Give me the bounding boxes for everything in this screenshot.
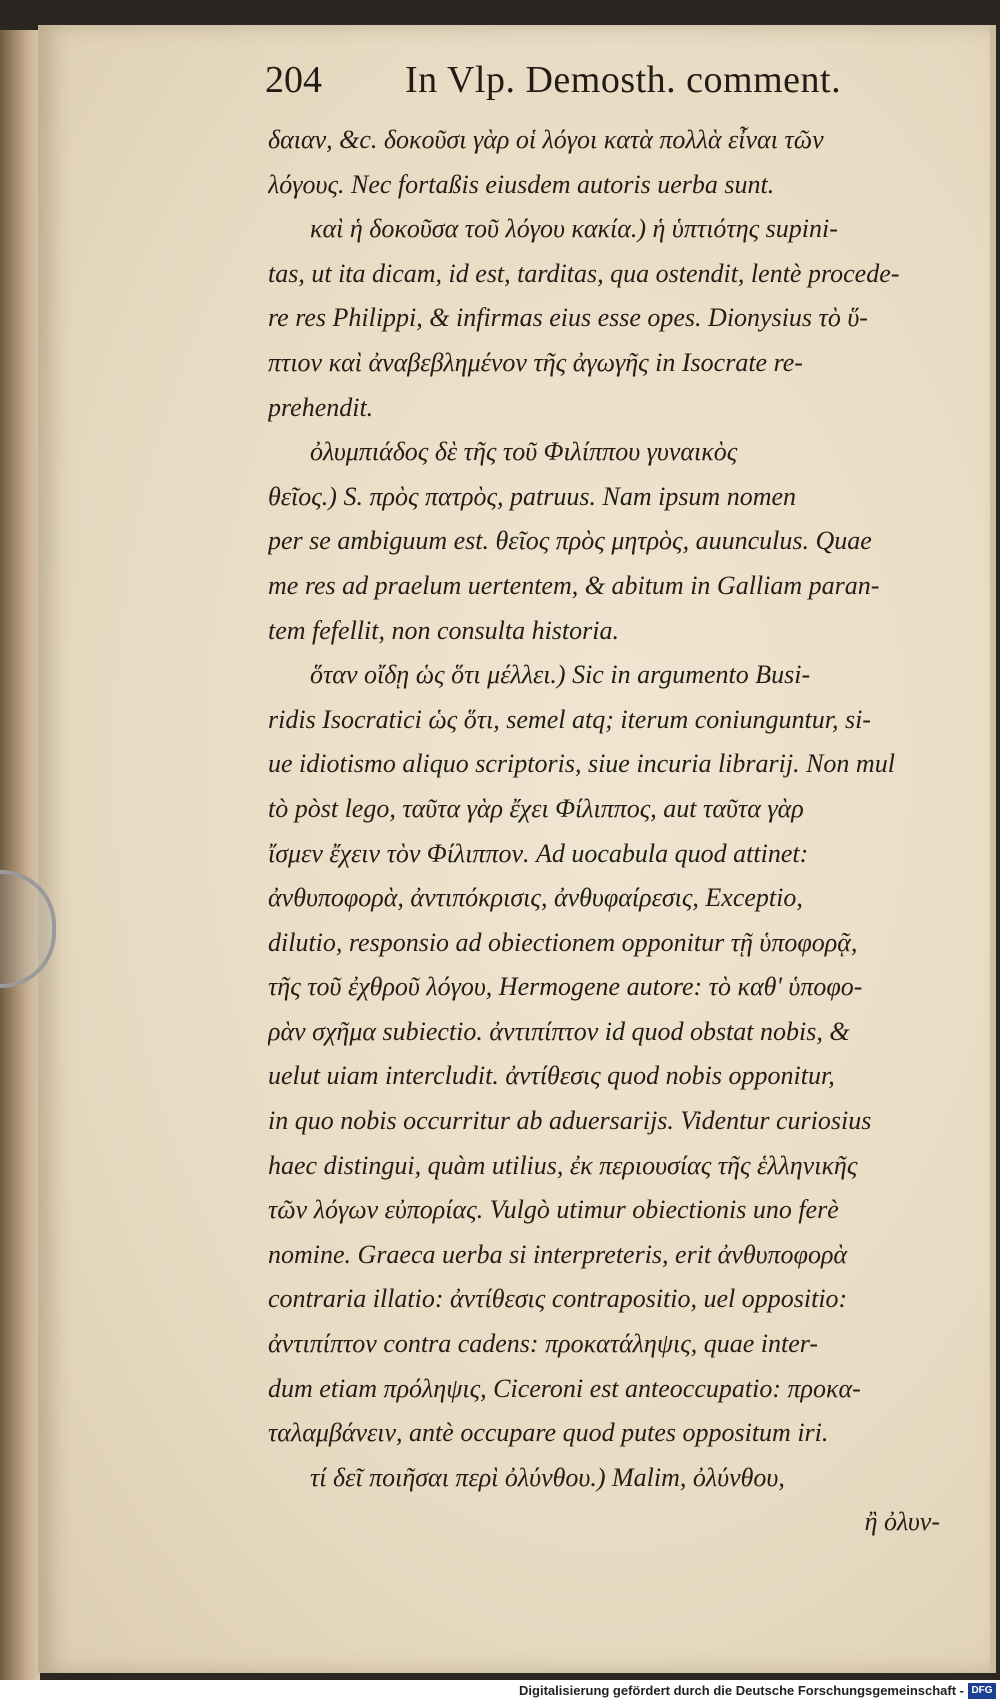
text-line: ἴσμεν ἔχειν τὸν Φίλιππον. Ad uocabula quod attinet: [268,838,809,868]
text-line: καὶ ἡ δοκοῦσα τοῦ λόγου κακία.) ἡ ὑπτιότης supini- [310,214,838,244]
text-line: dilutio, responsio ad obiectionem opponitur τῇ ὑποφορᾷ, [268,927,858,957]
text-line: tò pòst lego, ταῦτα γὰρ ἔχει Φίλιππος, aut ταῦτα γὰρ [268,793,804,823]
text-line: dum etiam πρόληψις, Ciceroni est anteoccupatio: προκα- [268,1373,861,1403]
text-line: θεῖος.) S. πρὸς πατρὸς, patruus. Nam ipsum nomen [268,481,797,511]
text-line: me res ad praelum uertentem, & abitum in Galliam paran- [268,570,880,600]
text-line: haec distingui, quàm utilius, ἐκ περιουσίας τῆς ἑλληνικῆς [268,1150,858,1180]
catchword: ἢ ὀλυν- [864,1507,940,1537]
text-line: λόγους. Nec fortaßis eiusdem autoris uerba sunt. [268,169,775,199]
text-line: δαιαν, &c. δοκοῦσι γὰρ οἱ λόγοι κατὰ πολλὰ εἶναι τῶν [268,125,824,154]
running-title: In Vlp. Demosth. comment. [405,59,842,101]
text-line: ρὰν σχῆμα subiectio. ἀντιπίπτον id quod obstat nobis, & [268,1016,850,1046]
page-number: 204 [265,59,322,101]
text-line: τῆς τοῦ ἐχθροῦ λόγου, Hermogene autore: τὸ καθ' ὑποφο- [268,972,863,1002]
text-line: πτιον καὶ ἀναβεβλημένον τῆς ἀγωγῆς in Isocrate re- [268,347,803,377]
text-line: τῶν λόγων εὐπορίας. Vulgò utimur obiectionis uno ferè [268,1195,839,1225]
dfg-logo-badge: DFG [968,1683,996,1699]
text-line: in quo nobis occurritur ab aduersarijs. Videntur curiosius [268,1106,872,1136]
text-line: ridis Isocratici ὡς ὅτι, semel atq; iterum coniunguntur, si- [268,704,871,734]
text-line: ue idiotismo aliquo scriptoris, siue incuria librarij. Non mul [268,749,895,779]
digitization-footer [0,1680,1000,1703]
footer-credit: Digitalisierung gefördert durch die Deutsche Forschungsgemeinschaft - [519,1683,964,1698]
text-line: nomine. Graeca uerba si interpreteris, erit ἀνθυποφορὰ [268,1239,848,1269]
text-line: tas, ut ita dicam, id est, tarditas, qua ostendit, lentè procede- [268,258,900,288]
text-line: ταλαμβάνειν, antè occupare quod putes oppositum iri. [268,1418,829,1448]
text-line: ὅταν οἴδῃ ὡς ὅτι μέλλει.) Sic in argumento Busi- [310,660,811,690]
text-line: uelut uiam intercludit. ἀντίθεσις quod nobis opponitur, [268,1061,835,1091]
text-line: ὀλυμπιάδος δὲ τῆς τοῦ Φιλίππου γυναικὸς [310,437,738,467]
body-text [268,118,948,1545]
text-line: contraria illatio: ἀντίθεσις contrapositio, uel oppositio: [268,1284,848,1314]
text-line: re res Philippi, & infirmas eius esse opes. Dionysius τὸ ὕ- [268,303,868,333]
text-line: ἀνθυποφορὰ, ἀντιπόκρισις, ἀνθυφαίρεσις, Exceptio, [268,883,803,913]
text-line: τί δεῖ ποιῆσαι περὶ ὀλύνθου.) Malim, ὀλύνθου, [310,1462,785,1492]
text-line: per se ambiguum est. θεῖος πρὸς μητρὸς, auunculus. Quae [268,526,872,556]
text-line: prehendit. [268,392,374,422]
page-header [265,58,905,118]
text-line: ἀντιπίπτον contra cadens: προκατάληψις, quae inter- [268,1329,819,1359]
text-line: tem fefellit, non consulta historia. [268,615,619,645]
book-spine-edge [0,30,40,1680]
